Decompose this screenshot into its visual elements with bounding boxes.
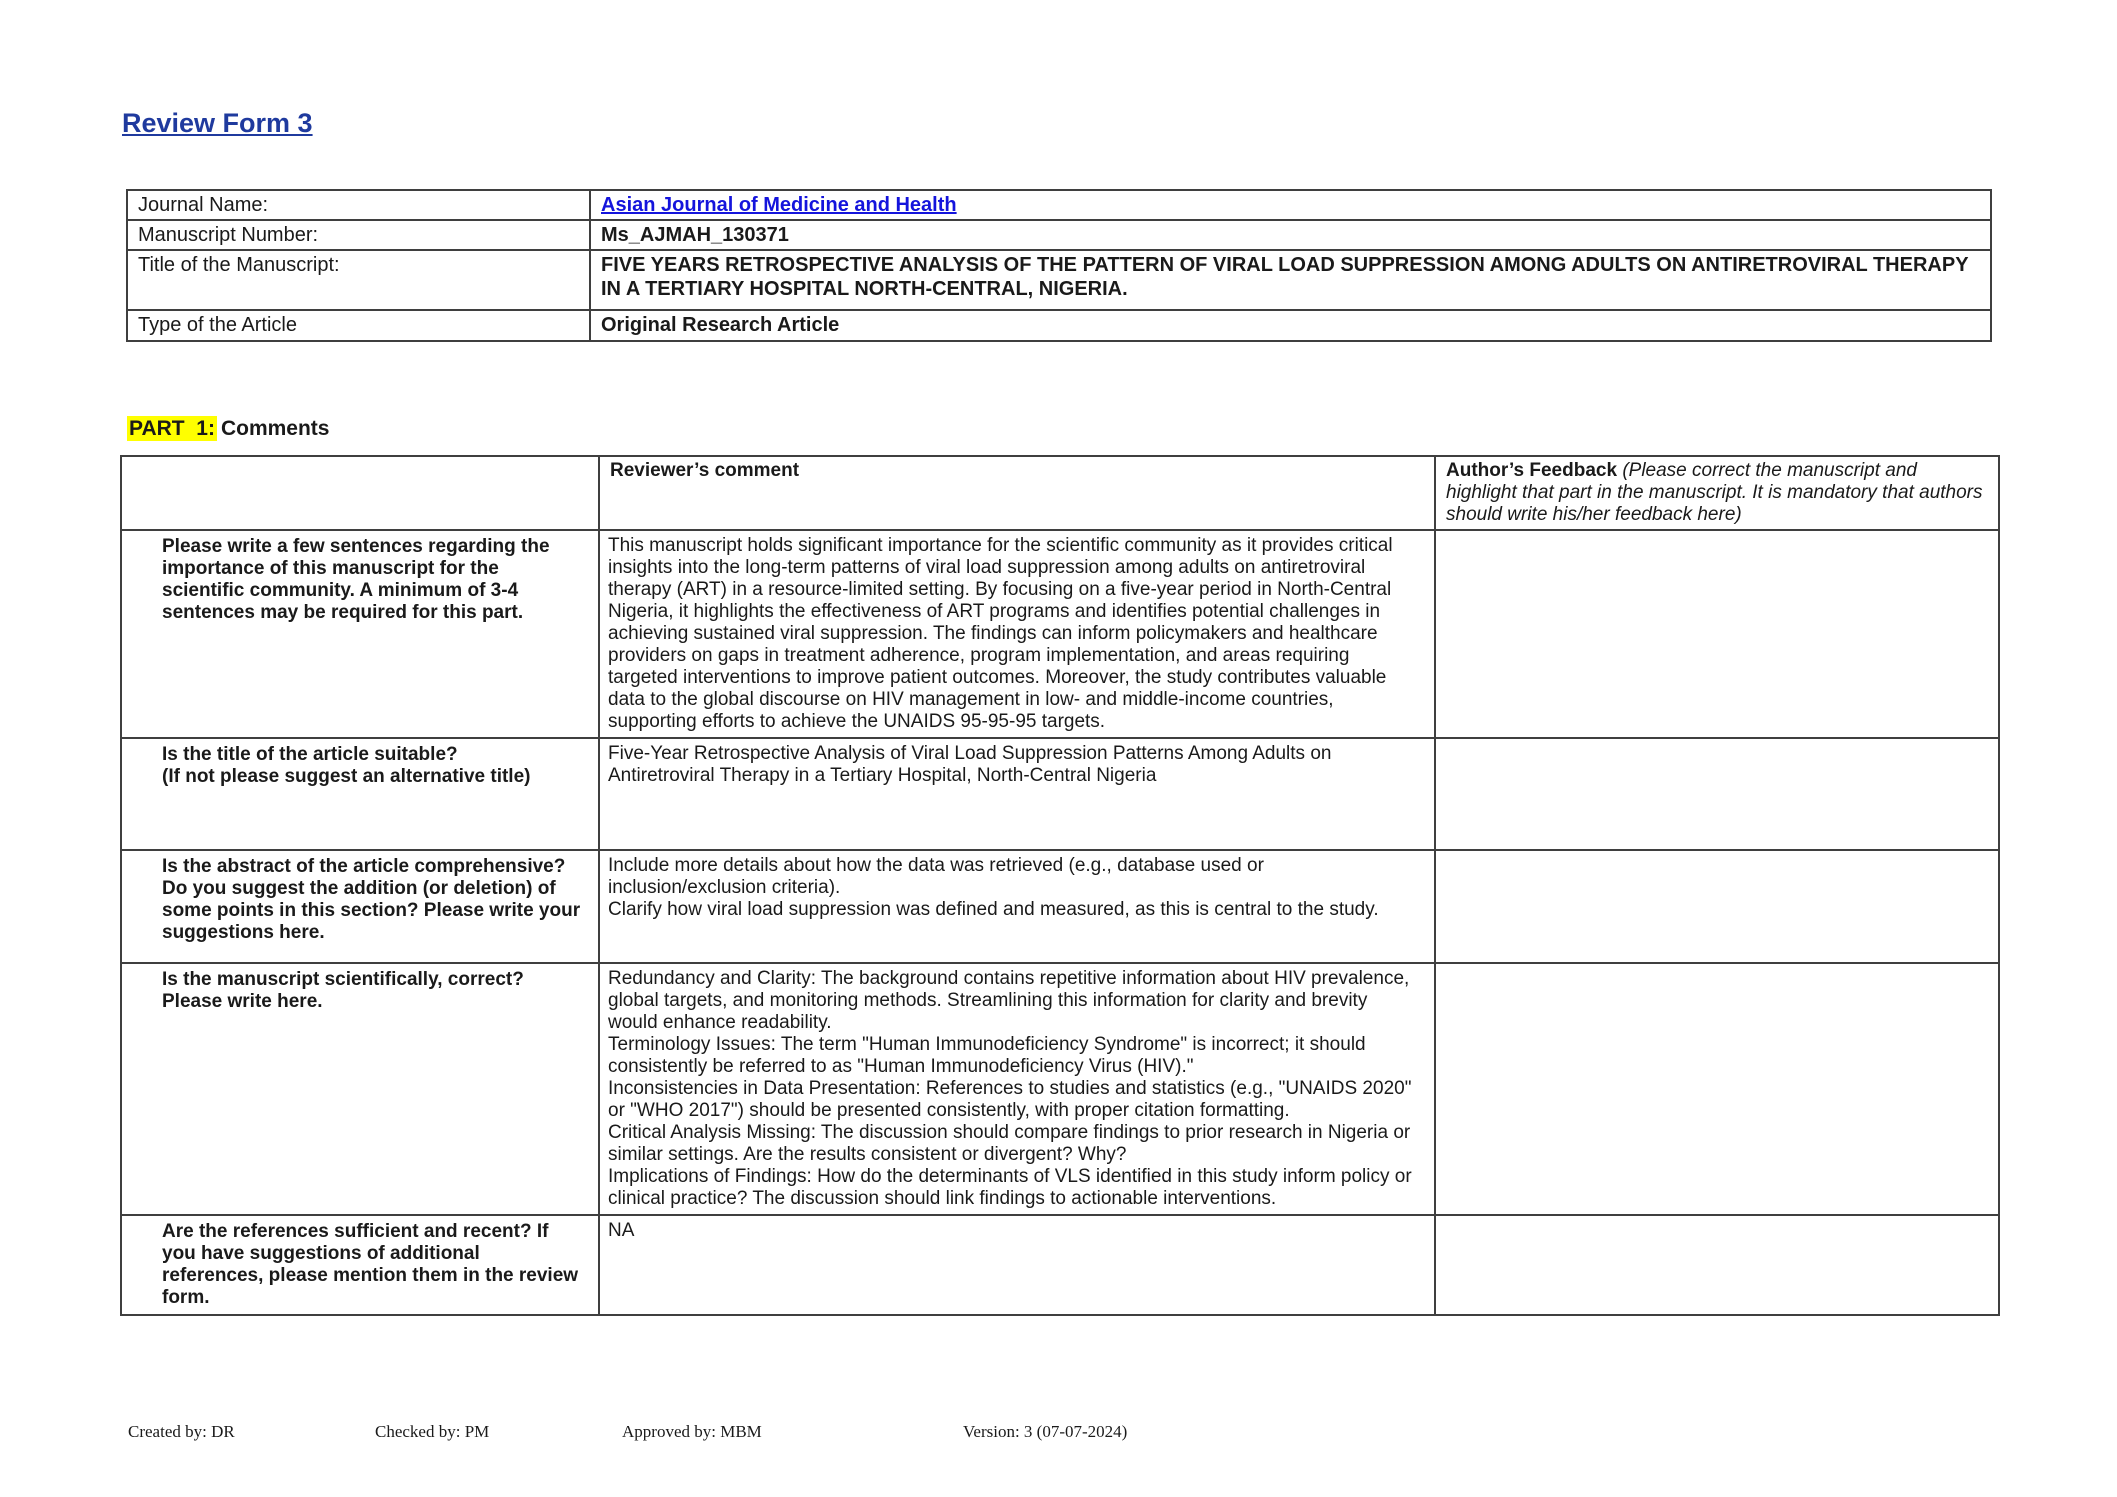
question-text: Are the references sufficient and recent? If you have suggestions of additional references, please mention them in the review form. <box>162 1221 579 1308</box>
feedback-cell <box>1435 1215 1999 1315</box>
table-row <box>121 530 1999 738</box>
table-header-row <box>121 456 1999 530</box>
feedback-cell <box>1435 738 1999 850</box>
document-footer <box>0 1422 2117 1452</box>
table-row <box>121 963 1999 1215</box>
page-title: Review Form 3 <box>122 108 313 138</box>
table-row <box>127 220 1991 250</box>
question-text: Please write a few sentences regarding the importance of this manuscript for the scientific community. A minimum of 3-4 sentences may be required for this part. <box>162 536 550 623</box>
footer-checked-by: Checked by: PM <box>375 1422 490 1441</box>
article-type-label: Type of the Article <box>127 310 590 341</box>
header-question-cell <box>121 456 599 530</box>
footer-approved-by: Approved by: MBM <box>622 1422 762 1441</box>
feedback-cell <box>1435 963 1999 1215</box>
question-text: Is the title of the article suitable? <box>162 744 458 765</box>
manuscript-number-label: Manuscript Number: <box>127 220 590 250</box>
footer-version: Version: 3 (07-07-2024) <box>963 1422 1128 1441</box>
manuscript-number-value: Ms_AJMAH_130371 <box>590 220 1991 250</box>
comment-paragraph: This manuscript holds significant importance for the scientific community as it provides critical insights into the long-term patterns of viral load suppression among adults on antiretroviral therapy (ART) in a resource-limited setting. By focusing on a five-year period in North-Central Nigeria, it highlights the effectiveness of ART programs and identifies potential challenges in achieving sustained viral suppression. The findings can inform policymakers and healthcare providers on gaps in treatment adherence, program implementation, and areas requiring targeted interventions to improve patient outcomes. Moreover, the study contributes valuable data to the global discourse on HIV management in low- and middle-income countries, supporting efforts to achieve the UNAIDS 95-95-95 targets. <box>608 535 1393 732</box>
question-scientific <box>121 963 599 1215</box>
part1-title: Comments <box>220 417 330 440</box>
journal-name-label: Journal Name: <box>127 190 590 220</box>
question-text: Is the manuscript scientifically, correct? Please write here. <box>162 969 524 1012</box>
question-importance <box>121 530 599 738</box>
article-type-value: Original Research Article <box>590 310 1991 341</box>
comment-abstract <box>599 850 1435 963</box>
comment-references <box>599 1215 1435 1315</box>
comment-paragraph: Critical Analysis Missing: The discussion should compare findings to prior research in Nigeria or similar settings. Are the results consistent or divergent? Why? <box>608 1122 1411 1165</box>
comment-paragraph: Clarify how viral load suppression was defined and measured, as this is central to the study. <box>608 899 1379 920</box>
comment-importance <box>599 530 1435 738</box>
question-title-suitable <box>121 738 599 850</box>
table-row <box>127 310 1991 341</box>
reviewer-comment-header: Reviewer’s comment <box>599 456 1435 530</box>
question-abstract <box>121 850 599 963</box>
comment-paragraph: Redundancy and Clarity: The background contains repetitive information about HIV prevalence, global targets, and monitoring methods. Streamlining this information for clarity and brevity would enhance readability. <box>608 968 1410 1033</box>
comment-scientific <box>599 963 1435 1215</box>
author-feedback-header-bold: Author’s Feedback <box>1446 460 1618 481</box>
journal-name-link[interactable]: Asian Journal of Medicine and Health <box>601 194 957 216</box>
question-text: Is the abstract of the article comprehensive? Do you suggest the addition (or deletion) of some points in this section? Please write your suggestions here. <box>162 856 581 943</box>
author-feedback-header-note: (Please correct the manuscript and highlight that part in the manuscript. It is mandatory that authors should write his/her feedback here) <box>1446 460 1983 525</box>
part1-badge: PART 1: <box>129 417 215 440</box>
manuscript-title-label: Title of the Manuscript: <box>127 250 590 310</box>
part1-heading <box>127 416 329 442</box>
comment-paragraph: Terminology Issues: The term "Human Immunodeficiency Syndrome" is incorrect; it should consistently be referred to as "Human Immunodeficiency Virus (HIV)." <box>608 1034 1366 1077</box>
comment-paragraph: Implications of Findings: How do the determinants of VLS identified in this study inform policy or clinical practice? The discussion should link findings to actionable interventions. <box>608 1166 1412 1209</box>
table-row <box>121 1215 1999 1315</box>
feedback-cell <box>1435 850 1999 963</box>
question-text: (If not please suggest an alternative title) <box>162 766 531 787</box>
feedback-cell <box>1435 530 1999 738</box>
table-row <box>127 250 1991 310</box>
comment-paragraph: Inconsistencies in Data Presentation: References to studies and statistics (e.g., "UNAIDS 2020" or "WHO 2017") should be presented consistently, with proper citation formatting. <box>608 1078 1412 1121</box>
review-comments-table <box>120 455 2000 1316</box>
comment-paragraph: Include more details about how the data was retrieved (e.g., database used or inclusion/exclusion criteria). <box>608 855 1264 898</box>
table-row <box>127 190 1991 220</box>
table-row <box>121 738 1999 850</box>
table-row <box>121 850 1999 963</box>
comment-title-suitable <box>599 738 1435 850</box>
manuscript-title-value: FIVE YEARS RETROSPECTIVE ANALYSIS OF THE PATTERN OF VIRAL LOAD SUPPRESSION AMONG ADULTS ON ANTIRETROVIRAL THERAPY IN A TERTIARY HOSPITAL NORTH-CENTRAL, NIGERIA. <box>590 250 1991 310</box>
question-references <box>121 1215 599 1315</box>
author-feedback-header <box>1435 456 1999 530</box>
manuscript-info-table <box>126 189 1992 342</box>
comment-paragraph: Five-Year Retrospective Analysis of Viral Load Suppression Patterns Among Adults on Antiretroviral Therapy in a Tertiary Hospital, North-Central Nigeria <box>608 743 1332 786</box>
comment-paragraph: NA <box>608 1220 635 1241</box>
footer-created-by: Created by: DR <box>128 1422 235 1441</box>
